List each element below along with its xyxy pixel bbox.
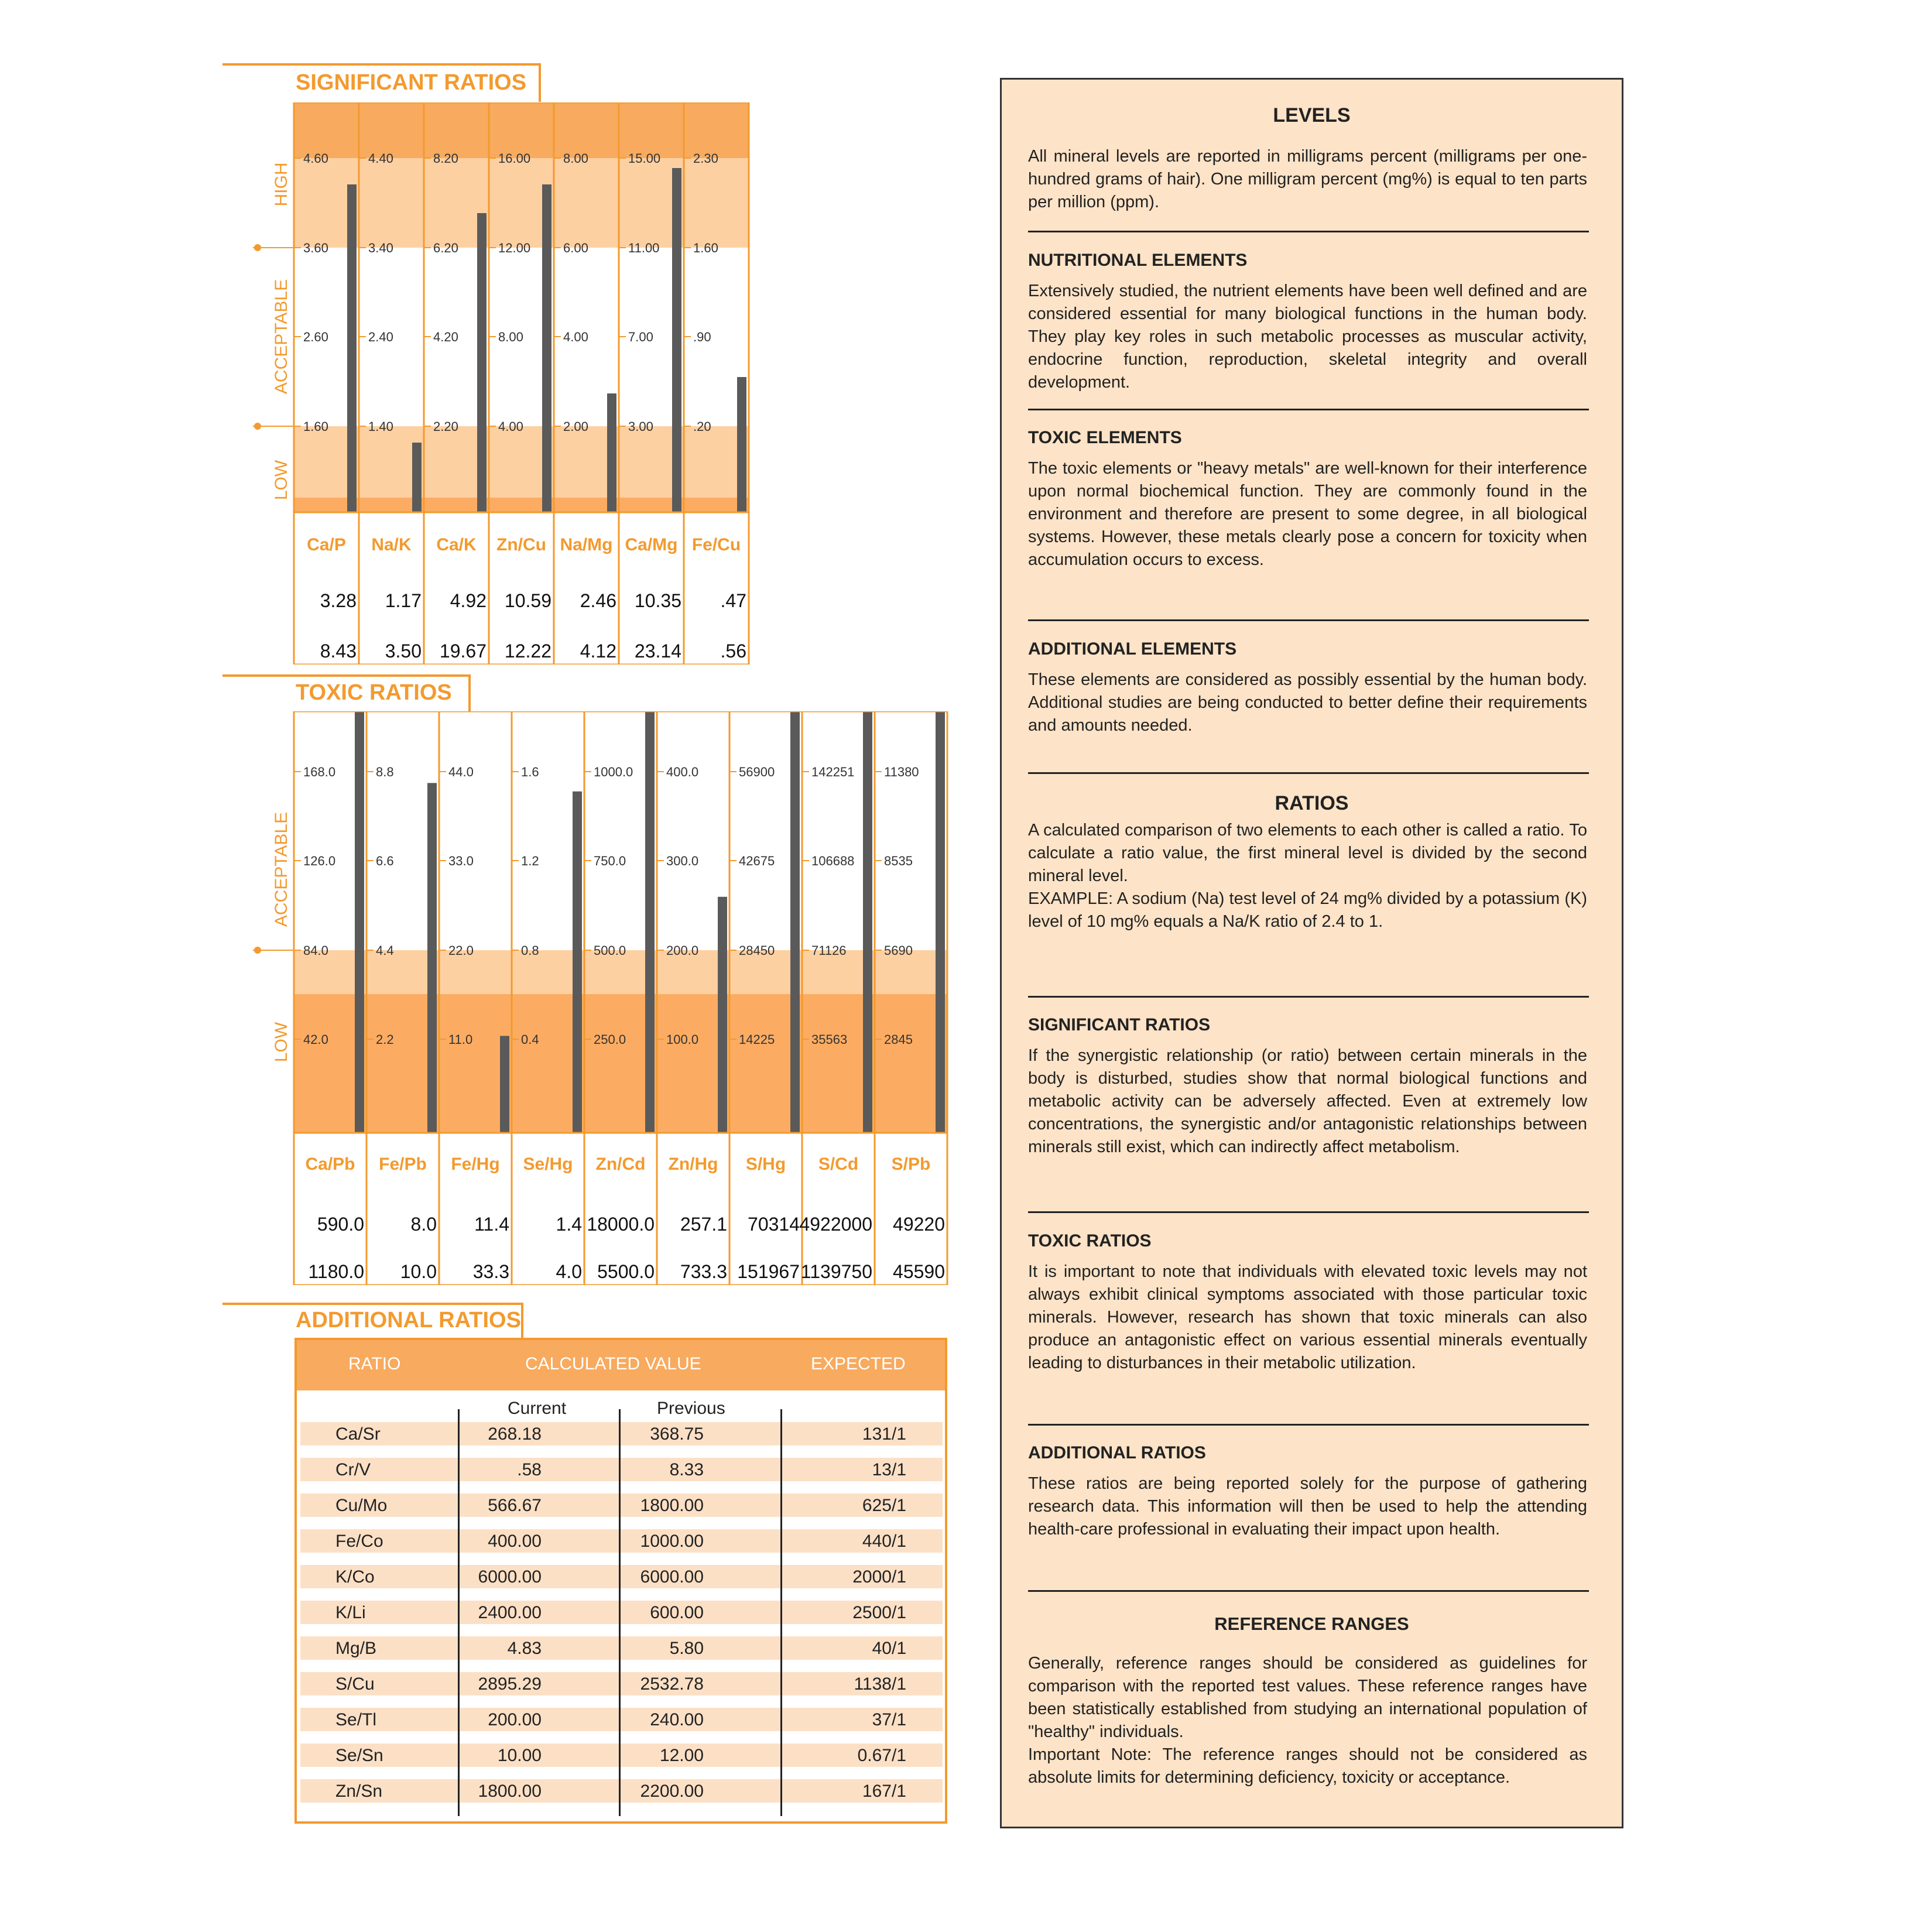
header-expected: EXPECTED <box>811 1354 906 1373</box>
additional-ratios-table <box>294 1338 947 1824</box>
ratio-bar <box>863 711 872 1133</box>
expected-cell: 167/1 <box>862 1782 906 1801</box>
ratio-bar <box>427 783 437 1133</box>
previous-cell: 6000.00 <box>640 1567 704 1587</box>
tick-label: 2.20 <box>433 419 458 434</box>
table-row <box>300 1529 943 1553</box>
tick-label: 12.00 <box>498 241 531 255</box>
current-cell: 400.00 <box>488 1532 542 1551</box>
expected-cell: 2500/1 <box>852 1603 906 1622</box>
column-divider <box>780 1409 782 1816</box>
significant-ratios-heading: SIGNIFICANT RATIOS <box>1028 1015 1211 1034</box>
tick-label: 100.0 <box>666 1032 699 1047</box>
toxic-elements-text: The toxic elements or "heavy metals" are well-known for their interference upon normal biochemical function. They are commonly found in the environment and therefore are present to some degree, in all biological systems. However, these metals clearly pose a concern for toxicity when accumulation occurs to excess. <box>1028 459 1587 569</box>
subheader-previous: Previous <box>657 1399 725 1418</box>
tick-label: 1.60 <box>303 419 328 434</box>
ratio-bar <box>645 711 655 1133</box>
ratio-cell: Cr/V <box>335 1460 371 1479</box>
ratio-cell: Cu/Mo <box>335 1496 388 1515</box>
previous-value: 1180.0 <box>308 1261 364 1282</box>
ratio-name: Fe/Pb <box>379 1155 427 1174</box>
tick-label: 4.4 <box>376 943 394 958</box>
current-value: 49220 <box>893 1214 945 1235</box>
expected-cell: 2000/1 <box>852 1567 906 1587</box>
table-row <box>300 1708 943 1731</box>
tick-label: 1.6 <box>521 765 539 779</box>
ratio-bar <box>607 393 616 512</box>
zone-band <box>294 994 947 1133</box>
threshold-marker <box>254 244 261 251</box>
divider <box>1028 1590 1589 1592</box>
tick-label: 0.4 <box>521 1032 539 1047</box>
table-row <box>300 1672 943 1695</box>
expected-cell: 40/1 <box>872 1639 906 1658</box>
previous-value: 5500.0 <box>597 1261 655 1282</box>
ratio-bar <box>542 184 551 512</box>
tick-label: 2.40 <box>368 330 393 344</box>
previous-value: 19.67 <box>439 640 487 662</box>
ratios-heading: RATIOS <box>1275 792 1349 814</box>
tick-label: 142251 <box>811 765 855 779</box>
current-cell: 6000.00 <box>478 1567 542 1587</box>
previous-value: 4.12 <box>580 640 616 662</box>
table-row <box>300 1779 943 1803</box>
zone-band <box>294 102 749 158</box>
table-row <box>300 1565 943 1588</box>
expected-cell: 440/1 <box>862 1532 906 1551</box>
previous-cell: 600.00 <box>650 1603 704 1622</box>
tick-label: 8.8 <box>376 765 394 779</box>
zone-label: ACCEPTABLE <box>272 811 291 927</box>
tick-label: 2.00 <box>563 419 588 434</box>
toxic-ratios-text: It is important to note that individuals with elevated toxic levels may not always exhibit clinical symptoms associated with those particular toxic minerals. However, research has shown that toxic minerals can also produce an antagonistic effect on various essential minerals eventually leading to disturbances in their metabolic utilization. <box>1028 1262 1587 1372</box>
tick-label: 5690 <box>884 943 913 958</box>
tick-label: 84.0 <box>303 943 328 958</box>
current-cell: .58 <box>517 1460 542 1479</box>
tick-label: 500.0 <box>594 943 626 958</box>
tick-label: 16.00 <box>498 151 531 166</box>
tick-label: 1.60 <box>693 241 718 255</box>
toxic-ratios-svg <box>246 711 960 1285</box>
table-header <box>297 1340 945 1390</box>
previous-value: 33.3 <box>472 1261 509 1282</box>
explanation-panel <box>1000 78 1623 1828</box>
tick-label: .90 <box>693 330 711 344</box>
tick-label: 300.0 <box>666 854 699 868</box>
tick-label: 56900 <box>739 765 775 779</box>
ratios-example: EXAMPLE: A sodium (Na) test level of 24 mg% divided by a potassium (K) level of 10 mg% equals a Na/K ratio of 2.4 to 1. <box>1028 889 1587 931</box>
previous-value: 151967 <box>737 1261 800 1282</box>
ratio-name: Zn/Cd <box>595 1155 646 1174</box>
ratio-cell: K/Co <box>335 1567 375 1587</box>
divider <box>1028 1424 1589 1426</box>
significant-ratios-svg <box>246 102 773 664</box>
tick-label: 71126 <box>811 943 847 958</box>
tick-label: 6.00 <box>563 241 588 255</box>
tick-label: 106688 <box>811 854 855 868</box>
tick-label: 3.00 <box>628 419 653 434</box>
current-value: 8.0 <box>410 1214 437 1235</box>
reference-ranges-text: Generally, reference ranges should be considered as guidelines for comparison with the reported test values. These reference ranges have been statistically established from studying an international population of "healthy" individuals. <box>1028 1654 1587 1741</box>
ratio-bar <box>477 213 487 512</box>
column-divider <box>458 1409 460 1816</box>
previous-value: 1139750 <box>800 1261 872 1282</box>
column-divider <box>619 1409 621 1816</box>
tick-label: .20 <box>693 419 711 434</box>
current-cell: 10.00 <box>497 1746 542 1765</box>
header-calculated-value: CALCULATED VALUE <box>525 1354 701 1373</box>
previous-cell: 5.80 <box>669 1639 704 1658</box>
tick-label: 200.0 <box>666 943 699 958</box>
tick-label: 2.60 <box>303 330 328 344</box>
tick-label: 3.40 <box>368 241 393 255</box>
previous-value: 10.0 <box>400 1261 437 1282</box>
tick-label: 8.00 <box>563 151 588 166</box>
significant-ratios-chart <box>246 102 773 664</box>
tick-label: 33.0 <box>448 854 474 868</box>
tick-label: 4.00 <box>498 419 523 434</box>
tick-label: 28450 <box>739 943 775 958</box>
tick-label: 8.00 <box>498 330 523 344</box>
ratio-cell: Se/Tl <box>335 1710 377 1729</box>
tick-label: 42675 <box>739 854 775 868</box>
tick-label: 400.0 <box>666 765 699 779</box>
ratio-bar <box>672 168 681 512</box>
tick-label: 8535 <box>884 854 913 868</box>
previous-value: 12.22 <box>504 640 551 662</box>
toxic-ratios-heading: TOXIC RATIOS <box>1028 1231 1152 1251</box>
ratio-name: Ca/Mg <box>625 535 678 554</box>
current-value: 590.0 <box>317 1214 364 1235</box>
ratio-cell: S/Cu <box>335 1674 375 1694</box>
previous-value: 8.43 <box>320 640 357 662</box>
ratio-bar <box>412 443 422 512</box>
previous-cell: 1800.00 <box>640 1496 704 1515</box>
table-row <box>300 1422 943 1445</box>
ratios-text: A calculated comparison of two elements to each other is called a ratio. To calculate a ratio value, the first mineral level is divided by the second mineral level. <box>1028 821 1587 885</box>
reference-ranges-note: Important Note: The reference ranges should not be considered as absolute limits for determining deficiency, toxicity or acceptance. <box>1028 1745 1587 1787</box>
ratio-name: S/Hg <box>745 1155 786 1174</box>
ratio-cell: Ca/Sr <box>335 1424 381 1444</box>
tick-label: 11.00 <box>628 241 660 255</box>
table-row <box>300 1743 943 1767</box>
significant-ratios-text: If the synergistic relationship (or ratio) between certain minerals in the body is disturbed, studies show that normal biological functions and metabolic activity can be adversely affected. Even at extremely low concentrations, the synergistic and/or antagonistic relationships between minerals still exist, which can indirectly affect metabolism. <box>1028 1046 1587 1156</box>
current-value: 11.4 <box>474 1214 509 1235</box>
tick-label: 15.00 <box>628 151 661 166</box>
tick-label: 1000.0 <box>594 765 633 779</box>
current-value: 1.4 <box>556 1214 582 1235</box>
nutritional-heading: NUTRITIONAL ELEMENTS <box>1028 251 1248 270</box>
previous-cell: 12.00 <box>659 1746 704 1765</box>
ratio-name: Na/K <box>371 535 412 554</box>
tick-label: 0.8 <box>521 943 539 958</box>
current-value: 3.28 <box>320 590 357 611</box>
expected-cell: 0.67/1 <box>857 1746 906 1765</box>
current-cell: 200.00 <box>488 1710 542 1729</box>
ratio-name: Zn/Hg <box>668 1155 718 1174</box>
levels-heading: LEVELS <box>1273 104 1351 126</box>
tick-label: 126.0 <box>303 854 336 868</box>
zone-label: ACCEPTABLE <box>272 279 291 395</box>
table-row <box>300 1493 943 1517</box>
previous-cell: 240.00 <box>650 1710 704 1729</box>
zone-band <box>294 711 947 950</box>
current-cell: 268.18 <box>488 1424 542 1444</box>
current-cell: 2400.00 <box>478 1603 542 1622</box>
threshold-marker <box>254 423 261 430</box>
ratio-cell: K/Li <box>335 1603 366 1622</box>
ratio-bar <box>936 711 945 1133</box>
threshold-marker <box>254 947 261 954</box>
tick-label: 7.00 <box>628 330 653 344</box>
additional-ratios-heading: ADDITIONAL RATIOS <box>1028 1443 1206 1462</box>
table-row <box>300 1458 943 1481</box>
additional-ratios-title: ADDITIONAL RATIOS <box>296 1308 521 1332</box>
current-value: 18000.0 <box>587 1214 655 1235</box>
additional-elements-heading: ADDITIONAL ELEMENTS <box>1028 639 1237 659</box>
previous-cell: 1000.00 <box>640 1532 704 1551</box>
current-value: 10.35 <box>634 590 681 611</box>
ratio-name: Na/Mg <box>560 535 613 554</box>
zone-label: HIGH <box>272 162 291 207</box>
current-value: 4922000 <box>799 1214 872 1235</box>
previous-value: 45590 <box>893 1261 945 1282</box>
tick-label: 1.2 <box>521 854 539 868</box>
reference-ranges-heading: REFERENCE RANGES <box>1214 1614 1409 1634</box>
toxic-elements-heading: TOXIC ELEMENTS <box>1028 428 1182 447</box>
levels-text: All mineral levels are reported in milligrams percent (milligrams per one-hundred grams of hair). One milligram percent (mg%) is equal to ten parts per million (ppm). <box>1028 147 1587 211</box>
current-value: 1.17 <box>385 590 422 611</box>
additional-elements-text: These elements are considered as possibly essential by the human body. Additional studies are being conducted to better define their requirements and amounts needed. <box>1028 670 1587 735</box>
previous-value: 3.50 <box>385 640 422 662</box>
divider <box>1028 619 1589 621</box>
ratio-bar <box>355 711 364 1133</box>
ratio-cell: Se/Sn <box>335 1746 383 1765</box>
current-cell: 1800.00 <box>478 1782 542 1801</box>
current-value: 4.92 <box>450 590 487 611</box>
current-value: 70314 <box>748 1214 800 1235</box>
tick-label: 42.0 <box>303 1032 328 1047</box>
current-value: 10.59 <box>504 590 551 611</box>
table-row <box>300 1636 943 1660</box>
expected-cell: 13/1 <box>872 1460 906 1479</box>
tick-label: 14225 <box>739 1032 775 1047</box>
expected-cell: 37/1 <box>872 1710 906 1729</box>
header-ratio: RATIO <box>348 1354 401 1373</box>
divider <box>1028 996 1589 998</box>
ratio-name: S/Pb <box>891 1155 931 1174</box>
ratio-name: Ca/Pb <box>305 1155 355 1174</box>
divider <box>1028 772 1589 774</box>
current-value: 257.1 <box>680 1214 727 1235</box>
previous-cell: 368.75 <box>650 1424 704 1444</box>
previous-value: 733.3 <box>680 1261 727 1282</box>
tick-label: 44.0 <box>448 765 474 779</box>
current-cell: 566.67 <box>488 1496 542 1515</box>
subheader-current: Current <box>508 1399 567 1418</box>
tick-label: 6.20 <box>433 241 458 255</box>
tick-label: 250.0 <box>594 1032 626 1047</box>
ratio-bar <box>347 184 357 512</box>
ratio-name: Ca/K <box>436 535 477 554</box>
nutritional-text: Extensively studied, the nutrient elements have been well defined and are considered essential for many biological functions in the human body. They play key roles in such metabolic processes as muscular activity, endocrine function, reproduction, skeletal integrity and overall development. <box>1028 282 1587 392</box>
expected-cell: 1138/1 <box>854 1674 906 1694</box>
tick-label: 4.60 <box>303 151 328 166</box>
expected-cell: 131/1 <box>862 1424 906 1444</box>
ratio-name: S/Cd <box>818 1155 859 1174</box>
previous-value: .56 <box>720 640 746 662</box>
tick-label: 22.0 <box>448 943 474 958</box>
additional-ratios-text: These ratios are being reported solely for the purpose of gathering research data. This information will then be used to help the attending health-care professional in evaluating their impact upon health. <box>1028 1474 1587 1539</box>
ratio-cell: Fe/Co <box>335 1532 383 1551</box>
ratio-bar <box>737 377 746 512</box>
tick-label: 4.20 <box>433 330 458 344</box>
previous-cell: 2532.78 <box>640 1674 704 1694</box>
ratio-name: Fe/Hg <box>451 1155 500 1174</box>
previous-cell: 2200.00 <box>640 1782 704 1801</box>
tick-label: 11.0 <box>448 1032 473 1047</box>
ratio-name: Ca/P <box>307 535 346 554</box>
tick-label: 3.60 <box>303 241 328 255</box>
tick-label: 2.2 <box>376 1032 394 1047</box>
toxic-ratios-title: TOXIC RATIOS <box>296 680 452 705</box>
tick-label: 11380 <box>884 765 919 779</box>
zone-label: LOW <box>272 1022 291 1063</box>
ratio-bar <box>573 792 582 1133</box>
zone-label: LOW <box>272 460 291 501</box>
ratio-bar <box>718 897 727 1133</box>
ratio-cell: Zn/Sn <box>335 1782 383 1801</box>
previous-cell: 8.33 <box>669 1460 704 1479</box>
ratio-name: Zn/Cu <box>496 535 546 554</box>
previous-value: 4.0 <box>556 1261 582 1282</box>
divider <box>1028 231 1589 232</box>
tick-label: 2.30 <box>693 151 718 166</box>
tick-label: 1.40 <box>368 419 393 434</box>
previous-value: 23.14 <box>634 640 681 662</box>
tick-label: 35563 <box>811 1032 848 1047</box>
ratio-bar <box>790 711 800 1133</box>
tick-label: 4.40 <box>368 151 393 166</box>
divider <box>1028 1211 1589 1213</box>
tick-label: 6.6 <box>376 854 394 868</box>
toxic-ratios-chart <box>246 711 960 1285</box>
current-value: 2.46 <box>580 590 616 611</box>
tick-label: 750.0 <box>594 854 626 868</box>
ratio-name: Fe/Cu <box>691 535 741 554</box>
tick-label: 4.00 <box>563 330 588 344</box>
tick-label: 168.0 <box>303 765 336 779</box>
divider <box>1028 409 1589 410</box>
significant-ratios-title: SIGNIFICANT RATIOS <box>296 70 527 95</box>
table-row <box>300 1601 943 1624</box>
ratio-name: Se/Hg <box>523 1155 573 1174</box>
ratio-cell: Mg/B <box>335 1639 377 1658</box>
ratio-bar <box>500 1036 509 1133</box>
current-value: .47 <box>720 590 746 611</box>
current-cell: 4.83 <box>507 1639 542 1658</box>
expected-cell: 625/1 <box>862 1496 906 1515</box>
tick-label: 2845 <box>884 1032 913 1047</box>
current-cell: 2895.29 <box>478 1674 542 1694</box>
tick-label: 8.20 <box>433 151 458 166</box>
